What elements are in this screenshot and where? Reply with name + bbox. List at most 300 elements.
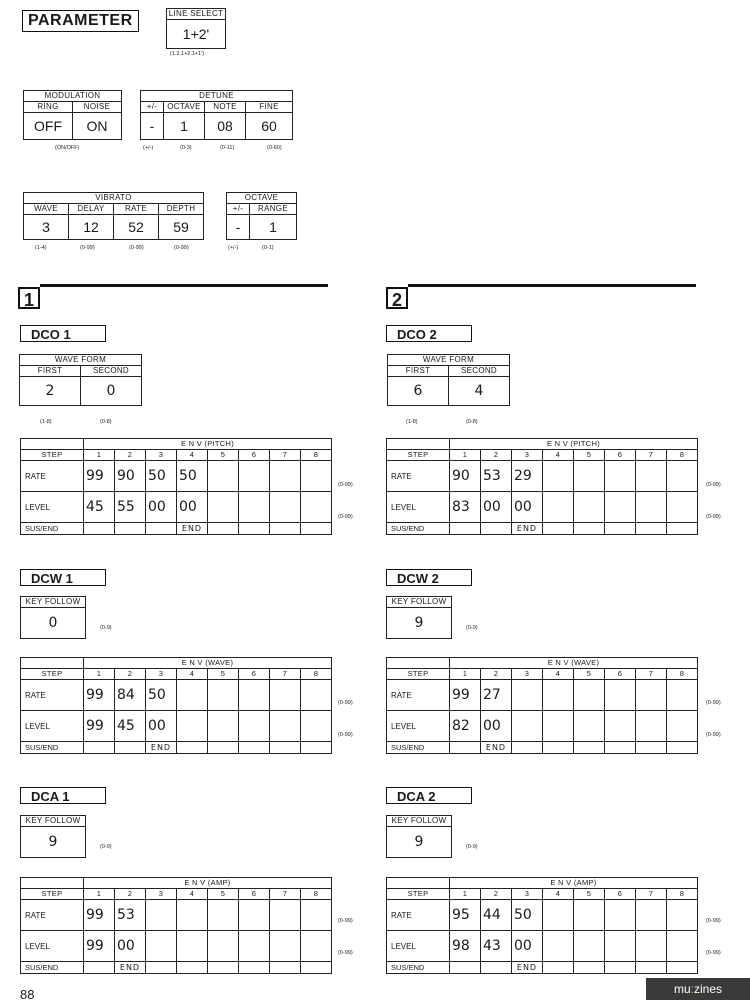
step-number: 6 — [605, 450, 636, 461]
rate-cell — [270, 900, 301, 931]
detune-fine-label: FINE — [246, 102, 293, 113]
vibrato-rate-label: RATE — [114, 204, 159, 215]
octave-range-range: (0-1) — [262, 245, 274, 251]
level-cell: 00 — [512, 492, 543, 523]
key-follow-label: KEY FOLLOW — [387, 816, 452, 827]
susend-cell: END — [512, 962, 543, 974]
first-value: 6 — [388, 377, 449, 406]
section-1-number: 1 — [18, 287, 40, 309]
level-cell — [667, 931, 698, 962]
level-cell — [208, 711, 239, 742]
level-cell — [636, 492, 667, 523]
ring-value: OFF — [24, 113, 73, 140]
susend-cell — [115, 523, 146, 535]
step-number: 8 — [301, 450, 332, 461]
waveform-label: WAVE FORM — [20, 355, 142, 366]
level-cell — [605, 492, 636, 523]
level-cell — [239, 711, 270, 742]
level-label: LEVEL — [21, 492, 84, 523]
level-cell: 00 — [481, 711, 512, 742]
rate-cell — [636, 900, 667, 931]
first-label: FIRST — [20, 366, 81, 377]
susend-cell — [146, 962, 177, 974]
env-amp-table-1 — [20, 877, 332, 974]
rate-cell: 29 — [512, 461, 543, 492]
detune-note-value: 08 — [205, 113, 246, 140]
susend-cell — [84, 962, 115, 974]
level-cell — [636, 711, 667, 742]
level-cell: 43 — [481, 931, 512, 962]
step-number: 2 — [115, 889, 146, 900]
env-table — [20, 438, 332, 535]
detune-fine-range: (0-60) — [267, 145, 282, 151]
rate-cell — [667, 461, 698, 492]
noise-value: ON — [73, 113, 122, 140]
step-number: 1 — [84, 669, 115, 680]
susend-cell — [270, 523, 301, 535]
level-label: LEVEL — [387, 931, 450, 962]
detune-label: DETUNE — [141, 91, 293, 102]
rate-cell — [543, 461, 574, 492]
env-title: E N V (AMP) — [450, 878, 698, 889]
susend-cell — [239, 962, 270, 974]
level-cell: 45 — [115, 711, 146, 742]
rate-cell — [574, 461, 605, 492]
rate-range: (0-99) — [338, 482, 353, 488]
rate-label: RATE — [387, 461, 450, 492]
vibrato-label: VIBRATO — [24, 193, 204, 204]
rate-cell: 50 — [146, 680, 177, 711]
step-label: STEP — [21, 889, 84, 900]
rate-cell: 50 — [177, 461, 208, 492]
susend-label: SUS/END — [387, 523, 450, 535]
rate-range: (0-99) — [706, 700, 721, 706]
step-label: STEP — [21, 669, 84, 680]
rate-cell — [605, 900, 636, 931]
key-follow-value: 9 — [21, 827, 86, 858]
detune-sign-value: - — [141, 113, 164, 140]
octave-label: OCTAVE — [227, 193, 297, 204]
level-cell — [574, 931, 605, 962]
dcw-2-key-follow-box — [386, 596, 452, 639]
susend-cell — [574, 523, 605, 535]
step-number: 7 — [636, 669, 667, 680]
level-cell: 00 — [512, 931, 543, 962]
key-follow-range: (0-9) — [100, 625, 112, 631]
step-number: 7 — [636, 889, 667, 900]
step-number: 4 — [177, 450, 208, 461]
first-range: (1-8) — [406, 419, 418, 425]
level-cell: 00 — [481, 492, 512, 523]
dco-2-waveform-box — [387, 354, 510, 406]
step-number: 8 — [667, 889, 698, 900]
step-number: 1 — [450, 889, 481, 900]
env-table — [386, 438, 698, 535]
rate-cell — [574, 900, 605, 931]
level-cell — [667, 492, 698, 523]
octave-range-value: 1 — [250, 215, 297, 240]
level-cell — [667, 711, 698, 742]
modulation-range: (ON/OFF) — [55, 145, 80, 151]
susend-cell — [667, 962, 698, 974]
key-follow-range: (0-9) — [466, 625, 478, 631]
detune-fine-value: 60 — [246, 113, 293, 140]
rate-label: RATE — [21, 461, 84, 492]
susend-cell — [636, 742, 667, 754]
detune-sign-label: +/- — [141, 102, 164, 113]
modulation-box — [23, 90, 122, 140]
rate-cell — [605, 461, 636, 492]
susend-cell — [636, 523, 667, 535]
first-range: (1-8) — [40, 419, 52, 425]
susend-cell — [208, 962, 239, 974]
susend-label: SUS/END — [21, 962, 84, 974]
level-range: (0-99) — [338, 950, 353, 956]
susend-cell — [84, 742, 115, 754]
rate-cell — [239, 680, 270, 711]
step-number: 3 — [512, 889, 543, 900]
step-number: 1 — [450, 450, 481, 461]
step-number: 3 — [512, 669, 543, 680]
dca-1-title: DCA 1 — [20, 787, 106, 804]
env-pitch-table-2 — [386, 438, 698, 535]
susend-cell: END — [115, 962, 146, 974]
level-cell — [270, 711, 301, 742]
level-cell — [605, 931, 636, 962]
susend-cell — [177, 742, 208, 754]
step-number: 5 — [574, 889, 605, 900]
vibrato-delay-value: 12 — [69, 215, 114, 240]
step-number: 8 — [301, 889, 332, 900]
step-number: 7 — [636, 450, 667, 461]
step-number: 2 — [115, 450, 146, 461]
level-cell — [574, 711, 605, 742]
rate-cell — [270, 461, 301, 492]
rate-cell: 50 — [512, 900, 543, 931]
level-cell: 98 — [450, 931, 481, 962]
level-cell: 00 — [146, 492, 177, 523]
susend-cell — [239, 742, 270, 754]
susend-cell — [301, 742, 332, 754]
susend-cell — [605, 523, 636, 535]
step-number: 8 — [667, 669, 698, 680]
key-follow-label: KEY FOLLOW — [21, 816, 86, 827]
rate-cell: 99 — [84, 461, 115, 492]
level-cell: 82 — [450, 711, 481, 742]
rate-cell: 95 — [450, 900, 481, 931]
level-cell: 83 — [450, 492, 481, 523]
rate-cell — [667, 680, 698, 711]
rate-range: (0-99) — [338, 918, 353, 924]
step-number: 6 — [605, 669, 636, 680]
step-number: 2 — [481, 669, 512, 680]
rate-cell — [146, 900, 177, 931]
dcw-1-title: DCW 1 — [20, 569, 106, 586]
step-number: 8 — [667, 450, 698, 461]
level-cell: 00 — [177, 492, 208, 523]
noise-label: NOISE — [73, 102, 122, 113]
dcw-1-key-follow-box — [20, 596, 86, 639]
waveform-label: WAVE FORM — [388, 355, 510, 366]
rate-cell — [239, 461, 270, 492]
key-follow-range: (0-9) — [466, 844, 478, 850]
susend-cell — [270, 962, 301, 974]
susend-cell — [208, 523, 239, 535]
level-cell — [177, 931, 208, 962]
level-label: LEVEL — [21, 931, 84, 962]
first-label: FIRST — [388, 366, 449, 377]
vibrato-box — [23, 192, 204, 240]
susend-cell — [146, 523, 177, 535]
step-number: 4 — [177, 669, 208, 680]
second-range: (0-8) — [100, 419, 112, 425]
level-cell — [270, 492, 301, 523]
step-number: 4 — [543, 669, 574, 680]
env-title: E N V (PITCH) — [450, 439, 698, 450]
step-number: 7 — [270, 450, 301, 461]
rate-cell — [605, 680, 636, 711]
rate-range: (0-99) — [706, 918, 721, 924]
second-label: SECOND — [81, 366, 142, 377]
rate-range: (0-99) — [706, 482, 721, 488]
page-title: PARAMETER — [22, 10, 139, 32]
step-label: STEP — [387, 669, 450, 680]
level-cell: 99 — [84, 931, 115, 962]
susend-cell — [208, 742, 239, 754]
detune-note-range: (0-11) — [220, 145, 235, 151]
susend-label: SUS/END — [21, 742, 84, 754]
detune-octave-label: OCTAVE — [164, 102, 205, 113]
susend-cell — [667, 742, 698, 754]
susend-cell — [450, 742, 481, 754]
env-table — [386, 877, 698, 974]
step-number: 5 — [208, 669, 239, 680]
susend-cell — [84, 523, 115, 535]
rate-label: RATE — [387, 900, 450, 931]
step-number: 4 — [177, 889, 208, 900]
vibrato-wave-range: (1-4) — [35, 245, 47, 251]
section-2-number: 2 — [386, 287, 408, 309]
vibrato-wave-label: WAVE — [24, 204, 69, 215]
level-cell — [177, 711, 208, 742]
env-wave-table-2 — [386, 657, 698, 754]
susend-cell: END — [481, 742, 512, 754]
rate-cell: 90 — [450, 461, 481, 492]
step-number: 7 — [270, 669, 301, 680]
step-number: 6 — [239, 889, 270, 900]
vibrato-rate-range: (0-99) — [129, 245, 144, 251]
level-cell — [146, 931, 177, 962]
susend-cell: END — [512, 523, 543, 535]
susend-label: SUS/END — [387, 742, 450, 754]
rate-cell: 44 — [481, 900, 512, 931]
rate-cell: 53 — [481, 461, 512, 492]
key-follow-label: KEY FOLLOW — [21, 597, 86, 608]
susend-cell — [636, 962, 667, 974]
dco-2-title: DCO 2 — [386, 325, 472, 342]
env-title: E N V (AMP) — [84, 878, 332, 889]
susend-cell — [481, 523, 512, 535]
rate-cell — [636, 461, 667, 492]
env-table — [386, 657, 698, 754]
step-number: 6 — [605, 889, 636, 900]
susend-cell — [450, 523, 481, 535]
susend-cell — [605, 742, 636, 754]
rate-cell: 84 — [115, 680, 146, 711]
level-cell: 00 — [115, 931, 146, 962]
susend-cell — [450, 962, 481, 974]
susend-cell — [543, 523, 574, 535]
page-number: 88 — [20, 989, 35, 1000]
step-number: 5 — [574, 669, 605, 680]
env-table — [20, 657, 332, 754]
octave-box — [226, 192, 297, 240]
level-cell: 00 — [146, 711, 177, 742]
level-cell — [574, 492, 605, 523]
section-2-rule — [408, 284, 696, 287]
susend-cell — [177, 962, 208, 974]
env-wave-table-1 — [20, 657, 332, 754]
step-number: 2 — [481, 450, 512, 461]
step-number: 3 — [512, 450, 543, 461]
ring-label: RING — [24, 102, 73, 113]
susend-cell: END — [177, 523, 208, 535]
susend-cell — [481, 962, 512, 974]
level-cell — [636, 931, 667, 962]
rate-cell: 90 — [115, 461, 146, 492]
env-amp-table-2 — [386, 877, 698, 974]
env-title: E N V (WAVE) — [450, 658, 698, 669]
second-value: 4 — [449, 377, 510, 406]
level-cell — [543, 711, 574, 742]
rate-cell — [667, 900, 698, 931]
susend-cell — [574, 962, 605, 974]
step-number: 6 — [239, 450, 270, 461]
susend-cell — [115, 742, 146, 754]
second-value: 0 — [81, 377, 142, 406]
vibrato-delay-range: (0-99) — [80, 245, 95, 251]
rate-range: (0-99) — [338, 700, 353, 706]
env-title: E N V (PITCH) — [84, 439, 332, 450]
rate-cell — [270, 680, 301, 711]
vibrato-depth-range: (0-99) — [174, 245, 189, 251]
line-select-box — [166, 8, 226, 49]
octave-sign-range: (+/-) — [228, 245, 239, 251]
step-number: 4 — [543, 889, 574, 900]
env-table — [20, 877, 332, 974]
rate-cell — [301, 680, 332, 711]
octave-sign-value: - — [227, 215, 250, 240]
line-select-value: 1+2' — [167, 20, 226, 49]
level-range: (0-99) — [706, 514, 721, 520]
step-number: 8 — [301, 669, 332, 680]
dca-1-key-follow-box — [20, 815, 86, 858]
susend-cell — [239, 523, 270, 535]
vibrato-depth-value: 59 — [159, 215, 204, 240]
modulation-label: MODULATION — [24, 91, 122, 102]
susend-cell — [512, 742, 543, 754]
second-label: SECOND — [449, 366, 510, 377]
key-follow-value: 0 — [21, 608, 86, 639]
step-number: 3 — [146, 450, 177, 461]
susend-cell — [543, 962, 574, 974]
line-select-label: LINE SELECT — [167, 9, 226, 20]
level-cell: 99 — [84, 711, 115, 742]
key-follow-value: 9 — [387, 608, 452, 639]
rate-cell — [636, 680, 667, 711]
dcw-2-title: DCW 2 — [386, 569, 472, 586]
level-label: LEVEL — [387, 711, 450, 742]
susend-cell — [301, 962, 332, 974]
detune-octave-value: 1 — [164, 113, 205, 140]
level-range: (0-99) — [706, 732, 721, 738]
rate-cell: 99 — [84, 680, 115, 711]
susend-cell — [543, 742, 574, 754]
susend-cell — [605, 962, 636, 974]
susend-cell — [574, 742, 605, 754]
vibrato-rate-value: 52 — [114, 215, 159, 240]
susend-cell — [667, 523, 698, 535]
rate-cell — [177, 900, 208, 931]
key-follow-value: 9 — [387, 827, 452, 858]
step-number: 1 — [84, 450, 115, 461]
step-number: 2 — [481, 889, 512, 900]
dco-1-title: DCO 1 — [20, 325, 106, 342]
rate-cell — [512, 680, 543, 711]
rate-cell: 27 — [481, 680, 512, 711]
env-pitch-table-1 — [20, 438, 332, 535]
susend-cell: END — [146, 742, 177, 754]
step-number: 7 — [270, 889, 301, 900]
step-label: STEP — [387, 889, 450, 900]
brand-name: mu:zines — [673, 982, 723, 996]
key-follow-label: KEY FOLLOW — [387, 597, 452, 608]
rate-cell — [208, 900, 239, 931]
level-cell — [301, 931, 332, 962]
rate-cell: 50 — [146, 461, 177, 492]
susend-label: SUS/END — [387, 962, 450, 974]
step-number: 1 — [84, 889, 115, 900]
step-number: 4 — [543, 450, 574, 461]
level-cell — [301, 711, 332, 742]
dca-2-title: DCA 2 — [386, 787, 472, 804]
level-cell — [512, 711, 543, 742]
rate-label: RATE — [21, 900, 84, 931]
susend-label: SUS/END — [21, 523, 84, 535]
step-number: 5 — [208, 450, 239, 461]
level-label: LEVEL — [21, 711, 84, 742]
level-cell: 55 — [115, 492, 146, 523]
first-value: 2 — [20, 377, 81, 406]
octave-sign-label: +/- — [227, 204, 250, 215]
key-follow-range: (0-9) — [100, 844, 112, 850]
dca-2-key-follow-box — [386, 815, 452, 858]
rate-cell — [301, 461, 332, 492]
step-label: STEP — [387, 450, 450, 461]
level-cell — [208, 492, 239, 523]
level-cell — [605, 711, 636, 742]
step-label: STEP — [21, 450, 84, 461]
detune-sign-range: (+/-) — [143, 145, 154, 151]
detune-box — [140, 90, 293, 140]
level-label: LEVEL — [387, 492, 450, 523]
line-select-range: (1.2.1+2.1+1') — [170, 51, 205, 57]
dco-1-waveform-box — [19, 354, 142, 406]
step-number: 5 — [574, 450, 605, 461]
level-cell — [239, 931, 270, 962]
rate-cell — [239, 900, 270, 931]
susend-cell — [301, 523, 332, 535]
